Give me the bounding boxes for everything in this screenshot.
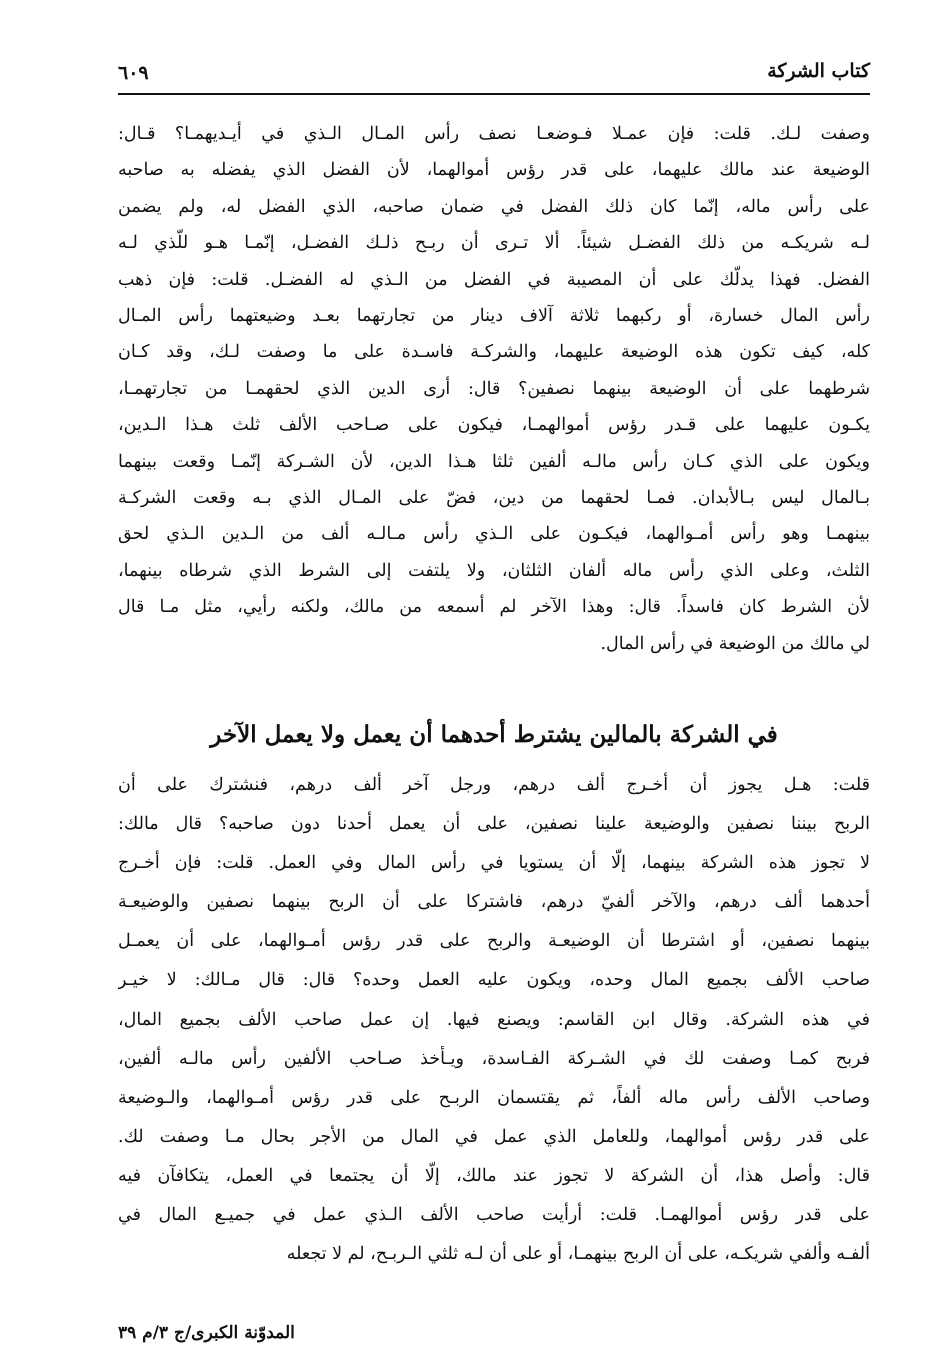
- section-heading: في الشركة بالمالين يشترط أحدهما أن يعمل ولا يعمل الآخر: [210, 721, 778, 748]
- text-line: بـالمال ليس بـالأبدان. فمـا لحقهما من دين، فضّ على المـال الذي بـه وقعت الشركـة: [118, 488, 870, 509]
- text-line: الربح بيننا نصفين والوضيعة علينا نصفين، على أن يعمل أحدنا دون صاحبه؟ قال مالك:: [118, 814, 870, 835]
- text-line: بينهمـا وهو رأس أمـوالهما، فيكـون على الـذي رأس مـالـه ألف من الـدين الـذي لحق: [118, 524, 870, 545]
- text-line: في هذه الشركة. وقال ابن القاسم: ويصنع فيها. إن عمل صاحب الألف بجميع المال،: [118, 1009, 870, 1030]
- text-line: على رأس ماله، إنّما كان ذلك الفضل في ضمان صاحبه، الذي الفضل له، ولم يضمن: [118, 196, 870, 217]
- text-line: ويكون على الذي كـان رأس مالـه ألفين ثلثا هـذا الدين، لأن الشـركة إنّمـا وقعت بينهما: [118, 451, 870, 472]
- text-line: قال: وأصل هذا، أن الشركة لا تجوز عند مالك، إلّا أن يجتمعا في العمل، يتكافآن فيه: [118, 1165, 870, 1186]
- text-line: لي مالك من الوضيعة في رأس المال.: [600, 633, 870, 654]
- text-line: شرطهما على أن الوضيعة بينهما نصفين؟ قال: أرى الدين الذي لحقهمـا من تجارتهمـا،: [118, 378, 870, 399]
- text-line: أحدهما ألف درهم، والآخر ألفيّ درهم، فاشتركا على أن الربح بينهما نصفين والوضيعـة: [118, 892, 870, 913]
- text-line: رأس المال خسارة، أو ركبهما ثلاثة آلاف دينار من تجارتهما بعـد وضيعتهما رأس المـال: [118, 306, 870, 327]
- header-rule: [118, 93, 870, 95]
- text-line: كله، كيف تكون هذه الوضيعة عليهما، والشركـة فاسـدة على ما وصفت لـك، وقد كـان: [118, 342, 870, 363]
- volume-signature: المدوّنة الكبرى/ج ٣/م ٣٩: [118, 1323, 295, 1343]
- main-text-block: [118, 116, 870, 662]
- text-line: صاحب الألف بجميع المال وحده، ويكون عليه العمل وحده؟ قال: قال مـالك: لا خيـر: [118, 970, 870, 991]
- text-line: لـه شريكـه من ذلك الفضـل شيئاً. ألا تـرى أن ربـح ذلـك الفضـل، إنّمـا هـو للّذي لـه: [118, 233, 870, 254]
- text-line: على قدر رؤس أموالهمـا. قلت: أرأيت صاحب الألف الـذي عمل في جميـع المال في: [118, 1205, 870, 1226]
- text-line: يكـون عليهما على قـدر رؤس أموالهمـا، فيكون على صـاحب الألف ثلث هـذا الـدين،: [118, 415, 870, 436]
- text-line: الثلث، وعلى الذي رأس ماله ألفان الثلثان، ولا يلتفت إلى الشرط الذي شرطاه بينهما،: [118, 560, 870, 581]
- text-line: وصفت لـك. قلت: فإن عمـلا فـوضعـا نصف رأس المـال الـذي في أيـديهمـا؟ قـال:: [118, 124, 870, 144]
- text-line: قلت: هـل يجوز أن أخـرج ألف درهم، ورجل آخر ألف درهم، فنشترك على أن: [118, 775, 870, 795]
- text-line: وصاحب الألف رأس ماله ألفاً، ثم يقتسمان الربـح على قدر رؤس أمـوالهما، والـوضيعة: [118, 1087, 870, 1108]
- text-line: الوضيعة عند مالك عليهما، على قدر رؤس أموالهما، لأن الفضل الذي يفضله به صاحبه: [118, 160, 870, 181]
- section-text-block: [118, 766, 870, 1274]
- book-title: كتاب الشركة: [767, 60, 870, 82]
- text-line: الفضل. فهذا يدلّك على أن المصيبة في الفضل من الـذي له الفضـل. قلت: فإن ذهب: [118, 269, 870, 290]
- text-line: على قدر رؤس أموالهما، وللعامل الذي عمل في المال من الأجر بحال مـا وصفت لك.: [118, 1126, 870, 1147]
- text-line: ألفـه وألفي شريكـه، على أن الربح بينهمـا، أو على أن لـه ثلثي الـربـح، لم لا تجعله: [286, 1244, 870, 1265]
- text-line: بينهما نصفين، أو اشترطا أن الوضيعـة والربح على قدر رؤس أمـوالهما، على أن يعمـل: [118, 931, 870, 952]
- page-number: ٦٠٩: [118, 62, 149, 84]
- text-line: لأن الشرط كان فاسداً. قال: وهذا الآخر لم أسمعه من مالك، ولكنه رأيي، مثل مـا قال: [118, 597, 870, 618]
- text-line: لا تجوز هذه الشركة بينهما، إلّا أن يستويا في رأس المال وفي العمل. قلت: فإن أخـرج: [118, 853, 870, 874]
- running-header: [118, 58, 870, 92]
- text-line: فربح كمـا وصفت لك في الشـركة الفـاسدة، ويـأخذ صـاحب الألفين رأس مالـه ألفين،: [118, 1048, 870, 1069]
